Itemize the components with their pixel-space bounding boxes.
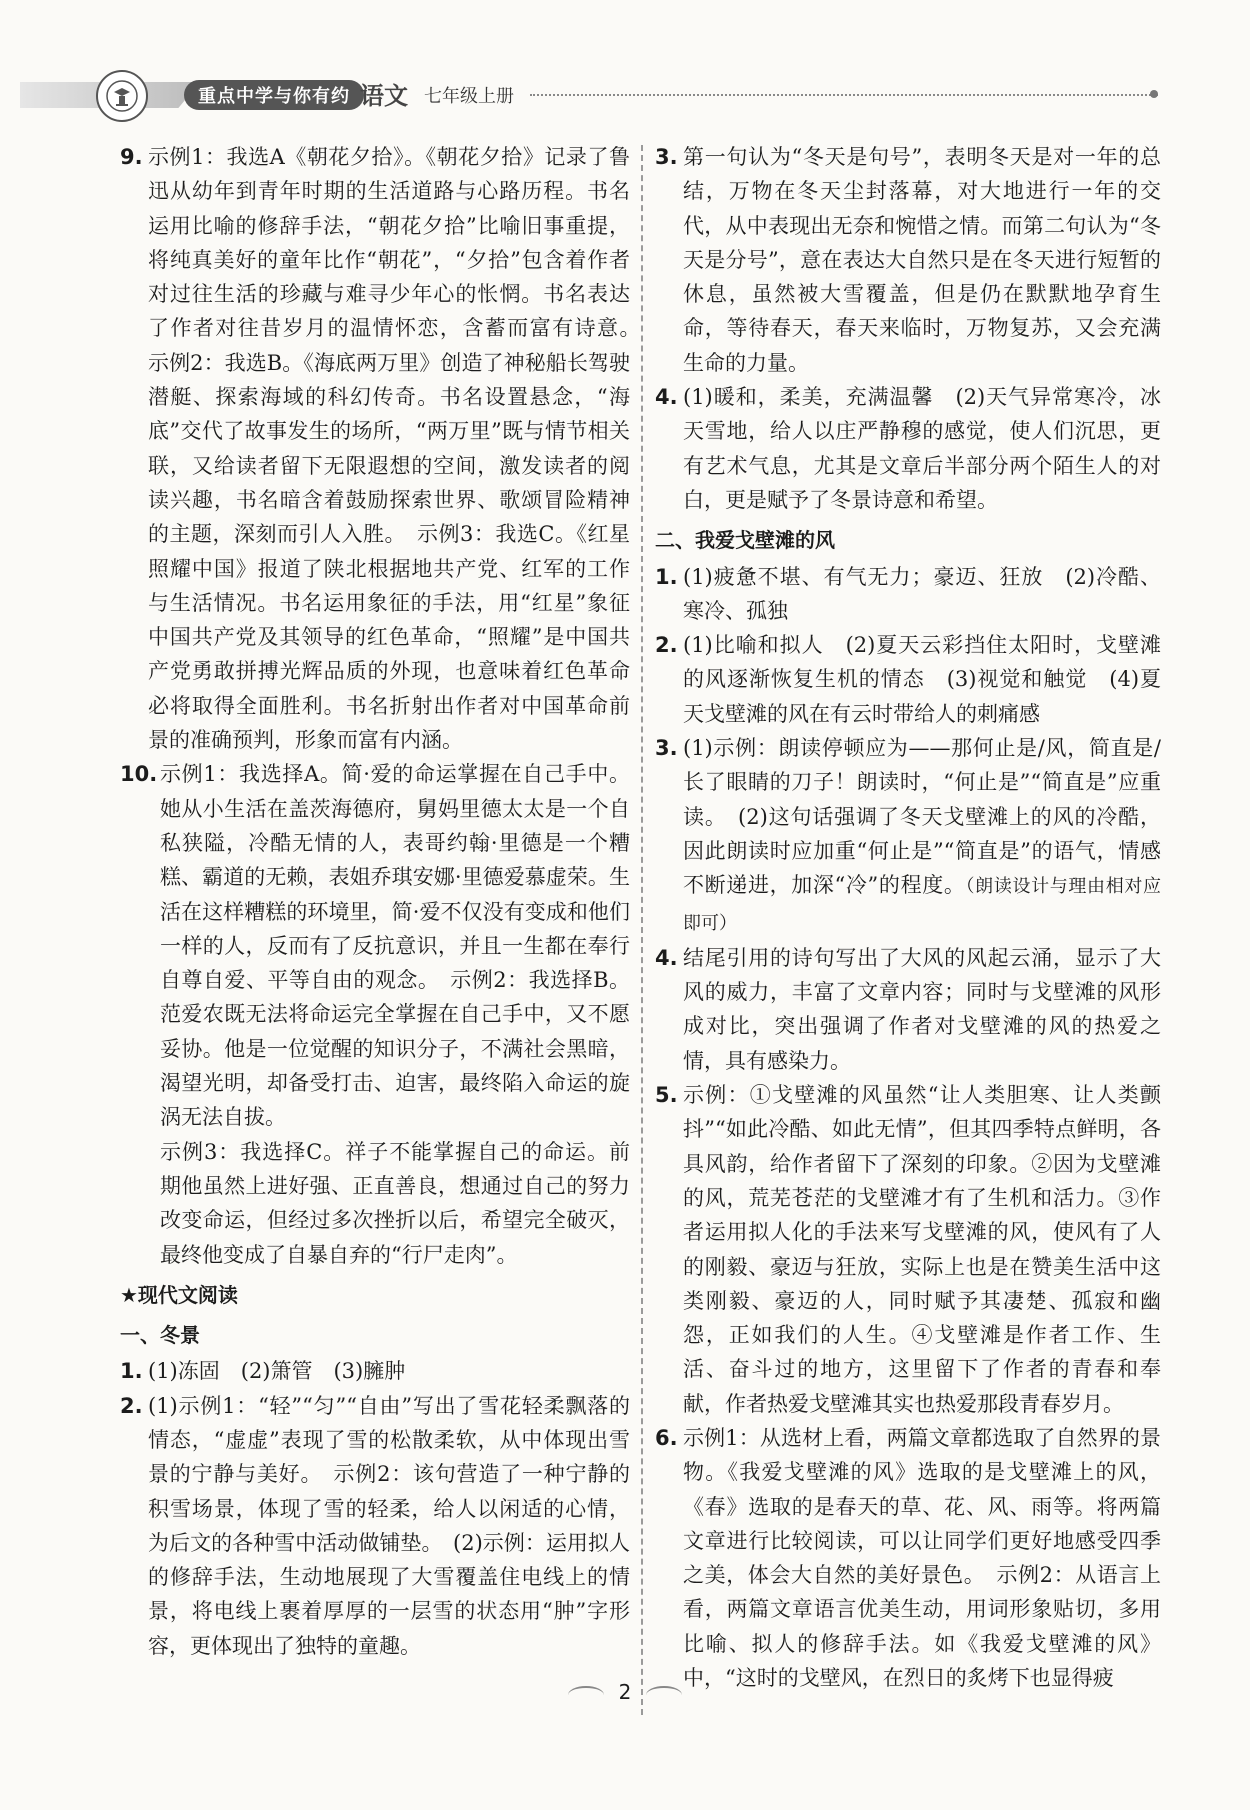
answer-item-10	[120, 757, 630, 1134]
item-number: 1.	[655, 564, 678, 589]
item-number: 1.	[120, 1359, 143, 1384]
answer-item-s1-3	[655, 140, 1161, 380]
page-header	[0, 68, 1250, 128]
item-text: (1)暖和，柔美，充满温馨 (2)天气异常寒冷，冰天雪地，给人以庄严静穆的感觉，使人们沉思，更有艺术气息，尤其是文章后半部分两个陌生人的对白，更是赋予了冬景诗意和希望。	[683, 385, 1161, 512]
answer-item-s2-3	[655, 731, 1161, 941]
item-note: （朗读设计与理由相对应即可）	[683, 876, 1161, 934]
answer-item-s2-2	[655, 628, 1161, 731]
school-emblem-icon	[96, 70, 148, 122]
item-number: 2.	[655, 633, 678, 658]
column-divider	[641, 145, 643, 1715]
item-text: 示例1：我选择A。简·爱的命运掌握在自己手中。她从小生活在盖茨海德府，舅妈里德太太是一个自私狭隘，冷酷无情的人，表哥约翰·里德是一个糟糕、霸道的无赖，表姐乔琪安娜·里德爱慕虚荣。生活在这样糟糕的环境里，简·爱不仅没有变成和他们一样的人，反而有了反抗意识，并且一生都在奉行自尊自爱、平等自由的观念。 示例2：我选择B。范爱农既无法将命运完全掌握在自己手中，又不愿妥协。他是一位觉醒的知识分子，不满社会黑暗，渴望光明，却备受打击、迫害，最终陷入命运的旋涡无法自拔。	[160, 762, 630, 1130]
item-text: 示例3：我选择C。祥子不能掌握自己的命运。前期他虽然上进好强、正直善良，想通过自己的努力改变命运，但经过多次挫折以后，希望完全破灭，最终他变成了自暴自弃的“行尸走肉”。	[160, 1139, 630, 1267]
item-number: 3.	[655, 145, 678, 169]
item-text: (1)疲惫不堪、有气无力；豪迈、狂放 (2)冷酷、寒冷、孤独	[683, 564, 1161, 623]
subject-label: 语文	[360, 82, 408, 110]
item-text: 示例：①戈壁滩的风虽然“让人类胆寒、让人类颤抖”“如此冷酷、如此无情”，但其四季特点鲜明，各具风韵，给作者留下了深刻的印象。②因为戈壁滩的风，荒芜苍茫的戈壁滩才有了生机和活力。③作者运用拟人化的手法来写戈壁滩的风，使风有了人的刚毅、豪迈与狂放，实际上也是在赞美生活中这类刚毅、豪迈的人，同时赋予其凄楚、孤寂和幽怨，正如我们的人生。④戈壁滩是作者工作、生活、奋斗过的地方，这里留下了作者的青春和奉献，作者热爱戈壁滩其实也热爱那段青春岁月。	[683, 1083, 1161, 1416]
right-column	[655, 140, 1161, 1695]
series-title: 重点中学与你有约	[184, 80, 364, 110]
left-column	[120, 140, 651, 1663]
section-title-winter: 一、冬景	[120, 1323, 200, 1348]
answer-item-s1-1	[120, 1354, 630, 1388]
answer-item-s2-4	[655, 941, 1161, 1078]
item-text: (1)比喻和拟人 (2)夏天云彩挡住太阳时，戈壁滩的风逐渐恢复生机的情态 (3)视觉和触觉 (4)夏天戈壁滩的风在有云时带给人的刺痛感	[683, 633, 1161, 726]
item-number: 4.	[655, 385, 678, 410]
item-text: 示例1：从选材上看，两篇文章都选取了自然界的景物。《我爱戈壁滩的风》选取的是戈壁滩上的风，《春》选取的是春天的草、花、风、雨等。将两篇文章进行比较阅读，可以让同学们更好地感受四季之美，体会大自然的美好景色。 示例2：从语言上看，两篇文章语言优美生动，用词形象贴切，多用比喻、拟人的修辞手法。如《我爱戈壁滩的风》中，“这时的戈壁风，在烈日的炙烤下也显得疲	[683, 1425, 1161, 1691]
item-text: 第一句认为“冬天是句号”，表明冬天是对一年的总结，万物在冬天尘封落幕，对大地进行一年的交代，从中表现出无奈和惋惜之情。而第二句认为“冬天是分号”，意在表达大自然只是在冬天进行短暂的休息，虽然被大雪覆盖，但是仍在默默地孕育生命，等待春天，春天来临时，万物复苏，又会充满生命的力量。	[683, 145, 1161, 375]
item-text: (1)示例1：“轻”“匀”“自由”写出了雪花轻柔飘落的情态，“虚虚”表现了雪的松散柔软，从中体现出雪景的宁静与美好。 示例2：该句营造了一种宁静的积雪场景，体现了雪的轻柔，给人以闲适的心情，为后文的各种雪中活动做铺垫。 (2)示例：运用拟人的修辞手法，生动地展现了大雪覆盖住电线上的情景，将电线上裹着厚厚的一层雪的状态用“肿”字形容，更体现出了独特的童趣。	[148, 1393, 630, 1658]
item-number: 10.	[120, 762, 158, 787]
item-number: 2.	[120, 1393, 143, 1418]
item-number: 5.	[655, 1083, 678, 1108]
item-number: 9.	[120, 145, 143, 169]
header-rule	[530, 94, 1158, 96]
answer-item-9	[120, 140, 651, 757]
section-title-gobi-wind: 二、我爱戈壁滩的风	[655, 528, 835, 553]
answer-item-s1-2	[120, 1389, 630, 1663]
section-heading-modern-reading: ★现代文阅读	[120, 1282, 238, 1307]
item-text: (1)冻固 (2)箫管 (3)臃肿	[148, 1359, 406, 1384]
page-ornament-right-icon	[646, 1686, 682, 1704]
item-number: 3.	[655, 736, 678, 761]
answer-item-10-cont	[120, 1135, 630, 1272]
answer-item-s1-4	[655, 380, 1161, 517]
answer-item-s2-1	[655, 560, 1161, 629]
page-number: 2	[618, 1680, 632, 1704]
item-number: 6.	[655, 1425, 678, 1450]
item-text: 示例1：我选A《朝花夕拾》。《朝花夕拾》记录了鲁迅从幼年到青年时期的生活道路与心路历程。书名运用比喻的修辞手法，“朝花夕拾”比喻旧事重提，将纯真美好的童年比作“朝花”，“夕拾”包含着作者对过往生活的珍藏与难寻少年心的怅惘。书名表达了作者对往昔岁月的温情怀恋，含蓄而富有诗意。 示例2：我选B。《海底两万里》创造了神秘船长驾驶潜艇、探索海域的科幻传奇。书名设置悬念，“海底”交代了故事发生的场所，“两万里”既与情节相关联，又给读者留下无限遐想的空间，激发读者的阅读兴趣，书名暗含着鼓励探索世界、歌颂冒险精神的主题，深刻而引人入胜。 示例3：我选C。《红星照耀中国》报道了陕北根据地共产党、红军的工作与生活情况。书名运用象征的手法，用“红星”象征中国共产党及其领导的红色革命，“照耀”是中国共产党勇敢拼搏光辉品质的外现，也意味着红色革命必将取得全面胜利。书名折射出作者对中国革命前景的准确预判，形象而富有内涵。	[148, 145, 651, 753]
answer-item-s2-5	[655, 1078, 1161, 1421]
header-dot	[1150, 90, 1158, 98]
page-ornament-left-icon	[568, 1686, 604, 1704]
grade-label: 七年级上册	[424, 86, 514, 107]
item-text: 结尾引用的诗句写出了大风的风起云涌，显示了大风的威力，丰富了文章内容；同时与戈壁滩的风形成对比，突出强调了作者对戈壁滩的风的热爱之情，具有感染力。	[683, 945, 1161, 1073]
answer-item-s2-6	[655, 1421, 1161, 1695]
item-text: (1)示例：朗读停顿应为——那何止是/风，简直是/长了眼睛的刀子！朗读时，“何止是”“简直是”应重读。 (2)这句话强调了冬天戈壁滩上的风的冷酷，因此朗读时应加重“何止是”“简直是”的语气，情感不断递进，加深“冷”的程度。	[683, 736, 1161, 898]
item-number: 4.	[655, 945, 678, 970]
